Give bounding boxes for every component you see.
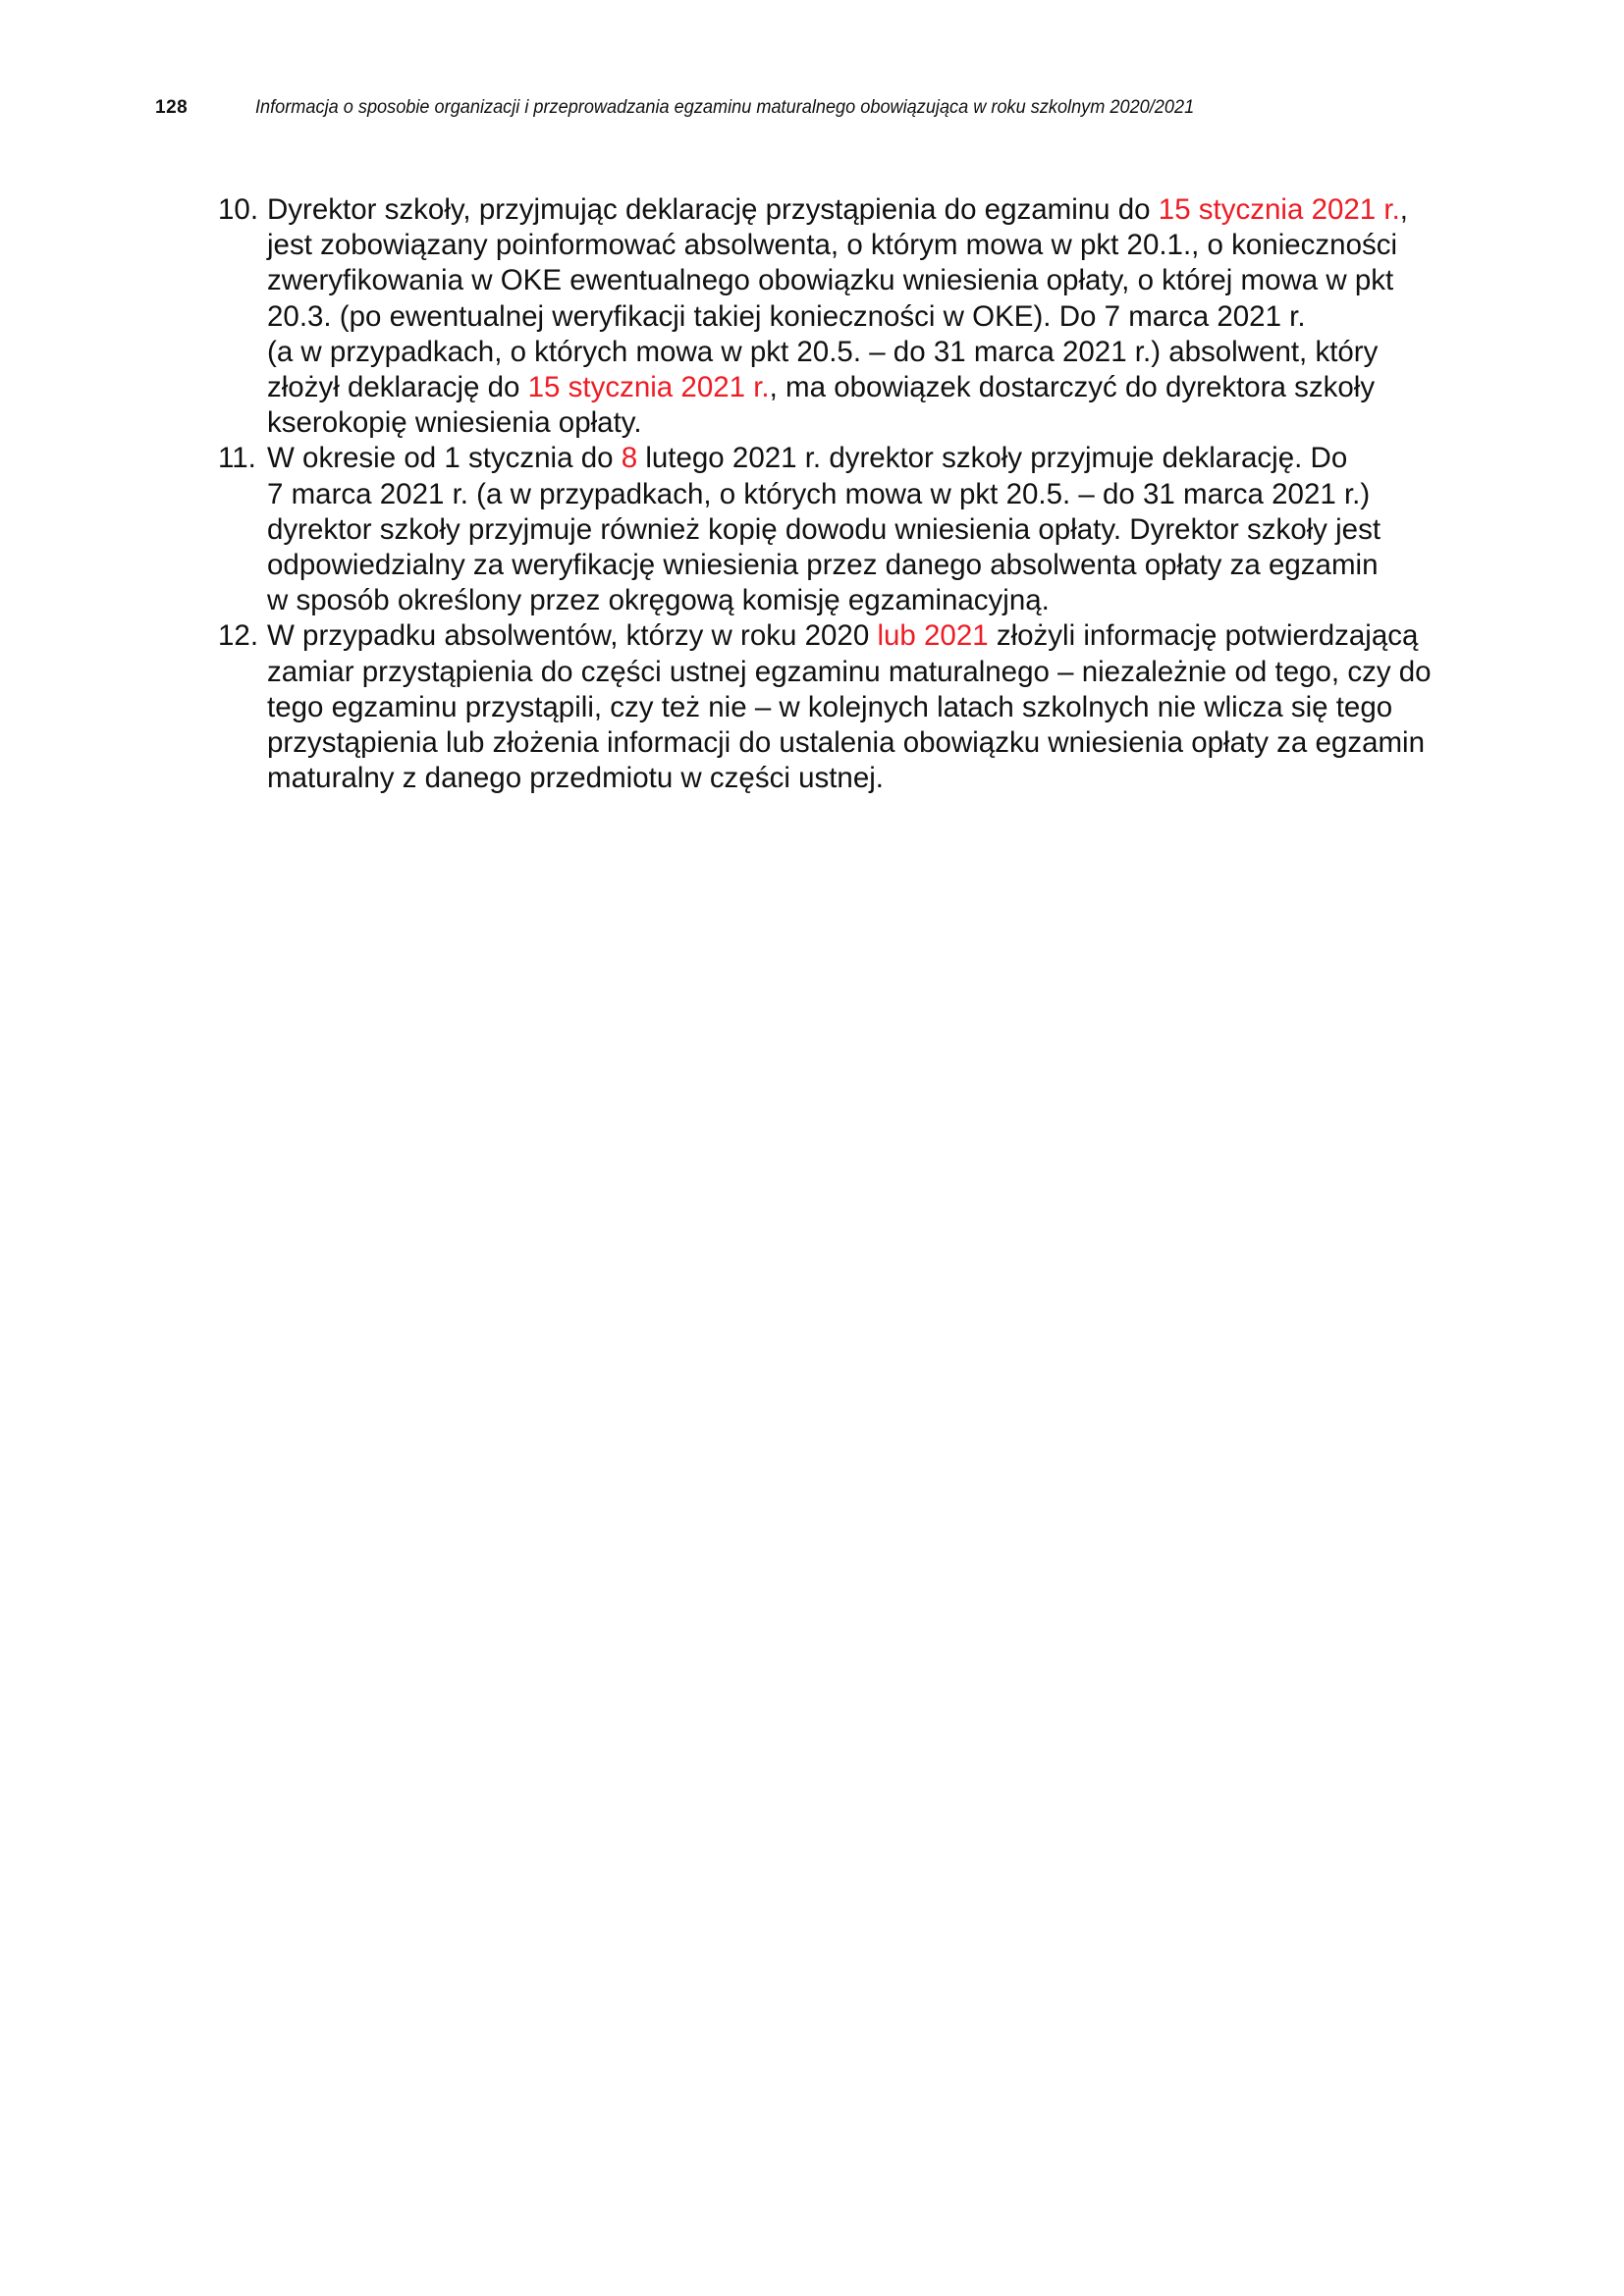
highlighted-text: lub 2021 [877,619,989,653]
text-run: złożyli informację potwierdzającą [988,619,1419,653]
item-number: 11. [218,442,256,475]
list-item-12 [218,618,1494,796]
text-line [267,192,1494,228]
text-line [267,441,1494,476]
text-line: zweryfikowania w OKE ewentualnego obowiązku wniesienia opłaty, o której mowa w pkt [267,264,1394,297]
text-line: (a w przypadkach, o których mowa w pkt 20.5. – do 31 marca 2021 r.) absolwent, który [267,335,1379,368]
page-number: 128 [155,97,189,118]
text-line: kserokopię wniesienia opłaty. [267,406,642,440]
text-line: 20.3. (po ewentualnej weryfikacji takiej konieczności w OKE). Do 7 marca 2021 r. [267,299,1306,333]
text-line [267,370,1494,405]
text-line: 7 marca 2021 r. (a w przypadkach, o których mowa w pkt 20.5. – do 31 marca 2021 r.) [267,477,1371,510]
highlighted-date: 15 stycznia 2021 r. [527,371,770,404]
text-line: w sposób określony przez okręgową komisję egzaminacyjną. [267,584,1050,617]
text-line: zamiar przystąpienia do części ustnej egzaminu maturalnego – niezależnie od tego, czy do [267,655,1432,688]
text-line: tego egzaminu przystąpili, czy też nie – w kolejnych latach szkolnych nie wlicza się tego [267,690,1393,723]
list-item-11 [218,441,1494,618]
text-run: , ma obowiązek dostarczyć do dyrektora szkoły [769,371,1376,404]
text-line: jest zobowiązany poinformować absolwenta, o którym mowa w pkt 20.1., o konieczności [267,229,1398,262]
highlighted-date: 8 [621,442,638,475]
text-run: , [1399,193,1408,226]
running-title: Informacja o sposobie organizacji i przeprowadzania egzaminu maturalnego obowiązująca w roku szkolnym 2020/2021 [255,97,1195,118]
text-line: przystąpienia lub złożenia informacji do ustalenia obowiązku wniesienia opłaty za egzamin [267,726,1426,760]
text-run: W przypadku absolwentów, którzy w roku 2020 [267,619,878,653]
text-run: Dyrektor szkoły, przyjmując deklarację przystąpienia do egzaminu do [267,193,1159,226]
text-line: maturalny z danego przedmiotu w części ustnej. [267,762,884,795]
text-run: złożył deklarację do [267,371,528,404]
text-line: odpowiedzialny za weryfikację wniesienia przez danego absolwenta opłaty za egzamin [267,549,1379,582]
item-number: 12. [218,619,259,653]
highlighted-date: 15 stycznia 2021 r. [1158,193,1400,226]
text-run: W okresie od 1 stycznia do [267,442,622,475]
text-line: dyrektor szkoły przyjmuje również kopię dowodu wniesienia opłaty. Dyrektor szkoły jest [267,512,1381,546]
page-header [155,96,1471,120]
item-number: 10. [218,193,259,226]
text-run: lutego 2021 r. dyrektor szkoły przyjmuje deklarację. Do [637,442,1348,475]
text-line [267,618,1494,654]
list-item-10 [218,192,1494,441]
numbered-list [218,192,1494,796]
